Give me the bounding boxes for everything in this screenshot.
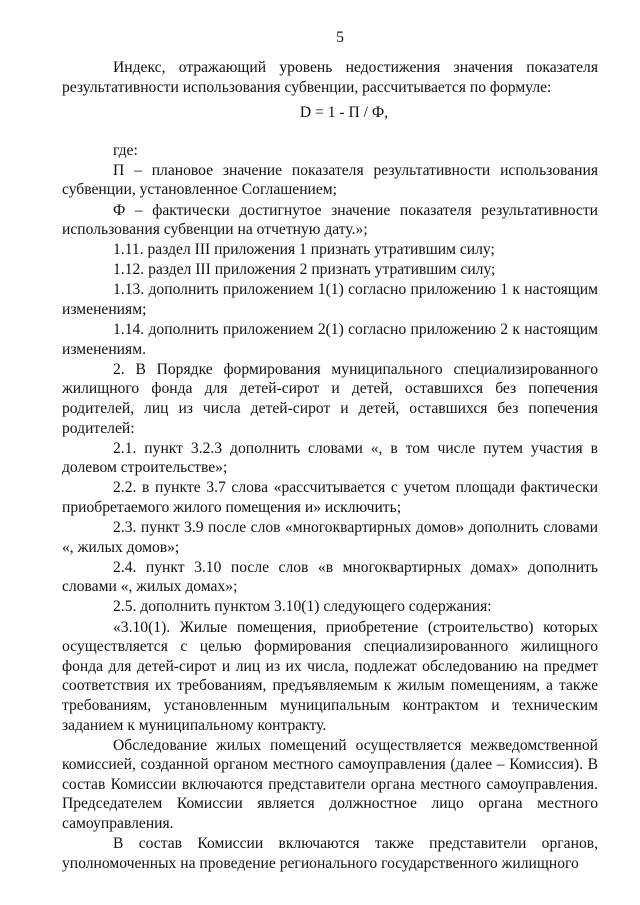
paragraph-f-definition: Ф – фактически достигнутое значение показателя результативности использования субвенции на отчетную дату.»; <box>62 201 598 239</box>
paragraph-item-1-11: 1.11. раздел III приложения 1 признать утратившим силу; <box>113 241 495 259</box>
page-number: 5 <box>336 29 344 46</box>
paragraph-item-2-2: 2.2. в пункте 3.7 слова «рассчитывается с учетом площади фактически приобретаемого жилого помещения и» исключить; <box>62 479 598 516</box>
paragraph-item-1-12: 1.12. раздел III приложения 2 признать утратившим силу; <box>113 261 496 279</box>
paragraph-item-3-10-1: «3.10(1). Жилые помещения, приобретение (строительство) которых осуществляется с целью формирования специализированного жилищного фонда для детей-сирот и лиц из их числа, подлежат обследованию на предмет соответствия их требованиям, предъявляемым к жилым помещениям, а также требованиям, установленным муниципальным контрактом и техническим заданием к муниципальному контракту. <box>62 618 598 734</box>
paragraph-item-2-4: 2.4. пункт 3.10 после слов «в многоквартирных домах» дополнить словами «, жилых домах»; <box>62 558 598 596</box>
paragraph-commission: Обследование жилых помещений осуществляется межведомственной комиссией, созданной органом местного самоуправления (далее – Комиссия). В состав Комиссии включаются представители органа местного самоуправления. Председателем Комиссии является должностное лицо органа местного самоуправления. <box>62 736 598 832</box>
paragraph-item-2: 2. В Порядке формирования муниципального специализированного жилищного фонда для детей-сирот и детей, оставшихся без попечения родителей, лиц из числа детей-сирот и детей, оставшихся без попечения родителей: <box>62 360 598 437</box>
formula: D = 1 - П / Ф, <box>299 104 389 122</box>
paragraph-item-2-5: 2.5. дополнить пунктом 3.10(1) следующего содержания: <box>113 598 492 616</box>
paragraph-commission-members: В состав Комиссии включаются также представители органов, уполномоченных на проведение регионального государственного жилищного <box>62 835 598 872</box>
paragraph-index-intro: Индекс, отражающий уровень недостижения значения показателя результативности использования субвенции, рассчитывается по формуле: <box>62 59 598 96</box>
paragraph-item-2-3: 2.3. пункт 3.9 после слов «многоквартирных домов» дополнить словами «, жилых домов»; <box>62 519 598 556</box>
paragraph-item-1-14: 1.14. дополнить приложением 2(1) согласно приложению 2 к настоящим изменениям. <box>62 321 598 358</box>
paragraph-item-2-1: 2.1. пункт 3.2.3 дополнить словами «, в том числе путем участия в долевом строительстве»; <box>62 439 598 477</box>
paragraph-p-definition: П – плановое значение показателя результативности использования субвенции, установленное Соглашением; <box>62 161 598 199</box>
paragraph-item-1-13: 1.13. дополнить приложением 1(1) согласно приложению 1 к настоящим изменениям; <box>62 281 598 319</box>
paragraph-where: где: <box>113 141 138 159</box>
